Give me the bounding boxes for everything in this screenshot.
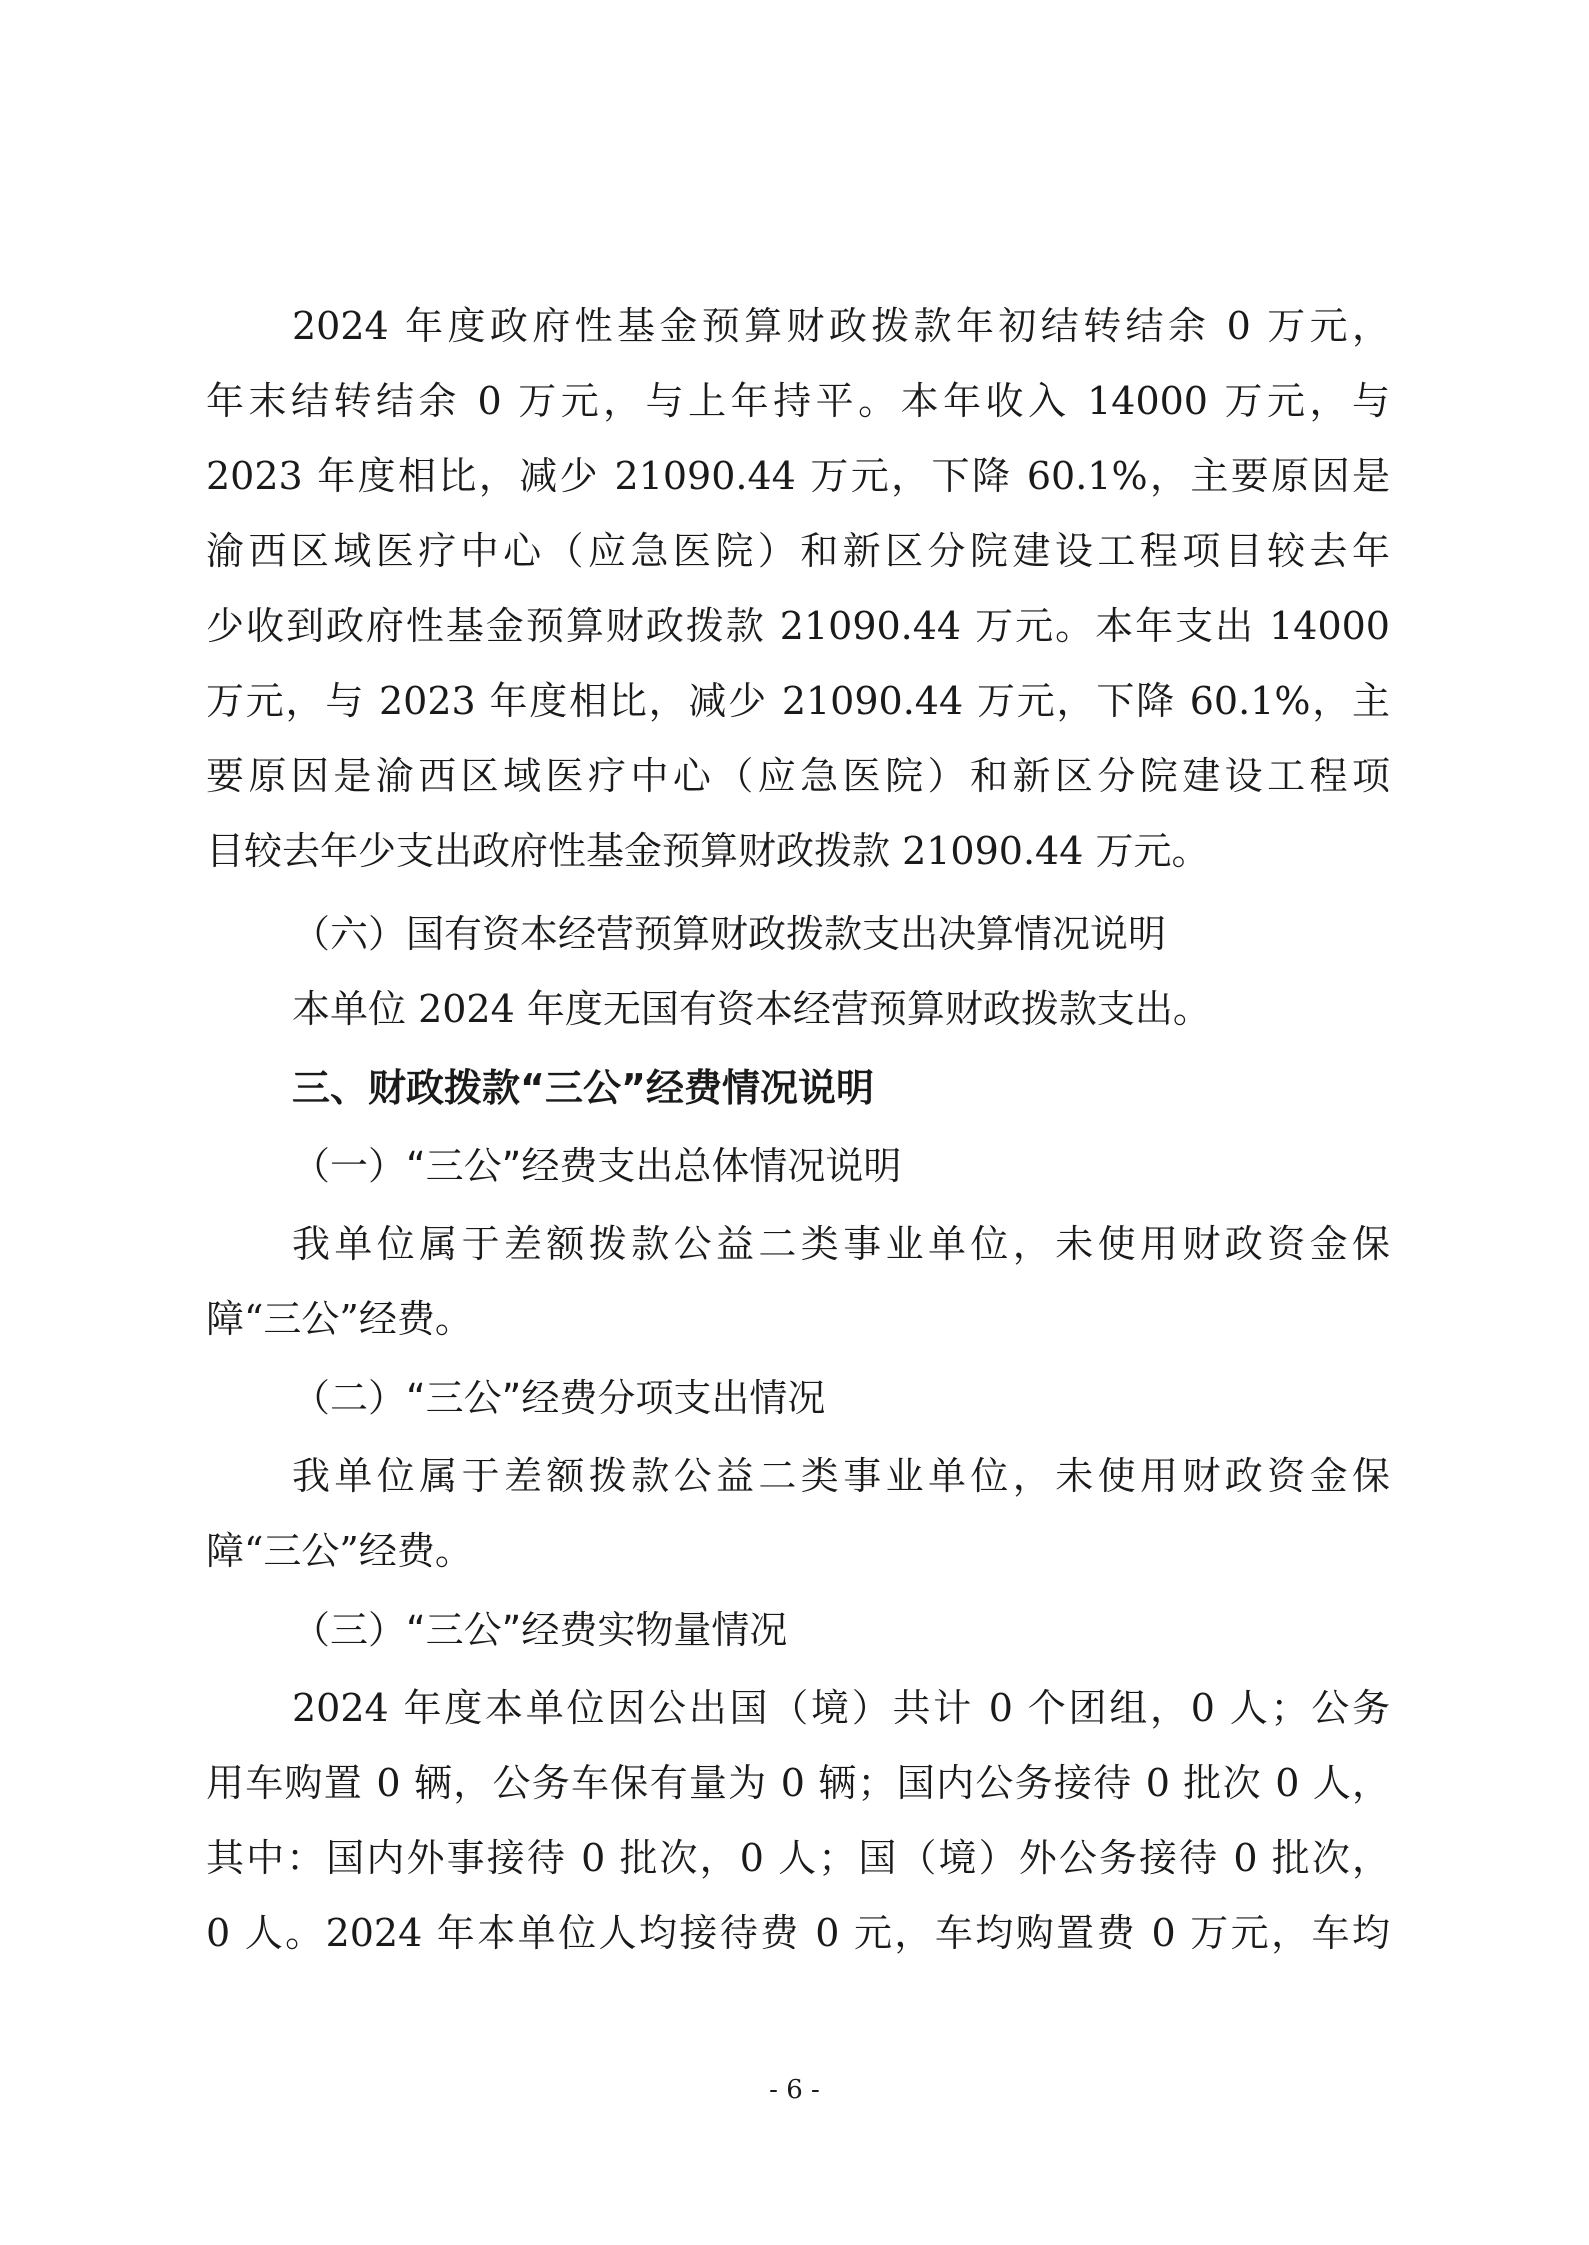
paragraph-line: 2024 年度政府性基金预算财政拨款年初结转结余 0 万元， [292,304,1390,348]
paragraph-line: 障“三公”经费。 [206,1529,473,1573]
page-number: - 6 - [769,2075,820,2105]
subsection-heading: （一）“三公”经费支出总体情况说明 [292,1144,902,1188]
paragraph-line: 2023 年度相比，减少 21090.44 万元，下降 60.1%，主要原因是 [206,454,1390,498]
section-heading: 三、财政拨款“三公”经费情况说明 [292,1066,874,1110]
paragraph-line: 要原因是渝西区域医疗中心（应急医院）和新区分院建设工程项 [206,754,1390,798]
paragraph-line: 年末结转结余 0 万元，与上年持平。本年收入 14000 万元，与 [206,379,1390,423]
paragraph-line: 本单位 2024 年度无国有资本经营预算财政拨款支出。 [292,987,1211,1031]
paragraph-line: 目较去年少支出政府性基金预算财政拨款 21090.44 万元。 [206,829,1210,873]
paragraph-line: 我单位属于差额拨款公益二类事业单位，未使用财政资金保 [292,1222,1390,1266]
paragraph-line: 万元，与 2023 年度相比，减少 21090.44 万元，下降 60.1%，主 [206,679,1390,723]
paragraph-line: 少收到政府性基金预算财政拨款 21090.44 万元。本年支出 14000 [206,604,1390,648]
section-heading: （六）国有资本经营预算财政拨款支出决算情况说明 [292,912,1167,956]
paragraph-line: 我单位属于差额拨款公益二类事业单位，未使用财政资金保 [292,1454,1390,1498]
paragraph-line: 0 人。2024 年本单位人均接待费 0 元，车均购置费 0 万元，车均 [206,1911,1390,1955]
paragraph-line: 2024 年度本单位因公出国（境）共计 0 个团组，0 人；公务 [292,1686,1390,1730]
paragraph-line: 渝西区域医疗中心（应急医院）和新区分院建设工程项目较去年 [206,529,1390,573]
subsection-heading: （三）“三公”经费实物量情况 [292,1608,788,1652]
paragraph-line: 障“三公”经费。 [206,1297,473,1341]
paragraph-line: 其中：国内外事接待 0 批次，0 人；国（境）外公务接待 0 批次， [206,1836,1390,1880]
subsection-heading: （二）“三公”经费分项支出情况 [292,1376,826,1420]
paragraph-line: 用车购置 0 辆，公务车保有量为 0 辆；国内公务接待 0 批次 0 人， [206,1761,1390,1805]
